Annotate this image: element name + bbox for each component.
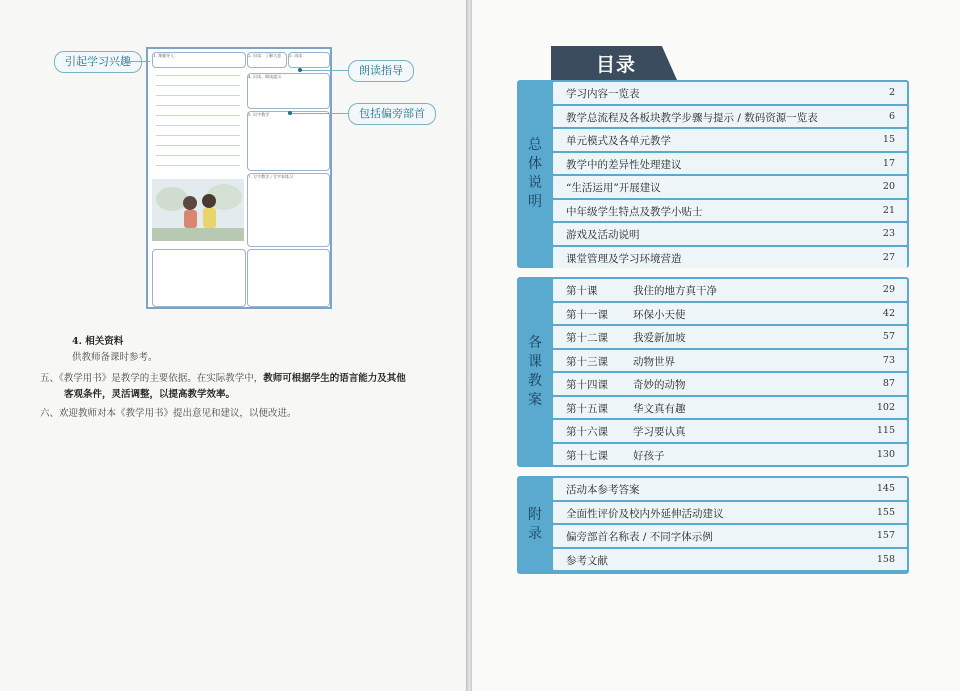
callout-radical-dot [288,111,292,115]
toc-title: 目录 [596,54,637,76]
sample-page-figure [146,47,332,309]
toc-entry[interactable]: 教学总流程及各板块教学步骤与提示 / 数码资源一览表 6 [553,106,907,128]
toc-entry[interactable]: 全面性评价及校内外延伸活动建议 155 [553,502,907,524]
sample-box-extra [247,249,330,307]
callout-radical: 包括偏旁部首 [348,103,436,125]
item4-text: 供教师备课时参考。 [72,352,158,363]
toc-entry[interactable]: 参考文献 158 [553,549,907,571]
toc-entry[interactable]: 课堂管理及学习环境营造 27 [553,247,907,269]
sample-box-notes [152,249,246,307]
sample-box-reading-tips: 4. 识读、朗读提示 [247,73,330,109]
section-label-overview: 总 体 说 明 [528,137,542,210]
item6-text: 六、欢迎教师对本《教学用书》提出意见和建议，以便改进。 [40,408,297,419]
toc-entry[interactable]: 中年级学生特点及教学小贴士 21 [553,200,907,222]
toc-lesson-entry[interactable]: 第十六课 学习要认真 115 [553,420,907,442]
item5-line2: 客观条件，灵活调整，以提高教学效率。 [64,389,236,400]
callout-interest-leader [126,61,150,62]
callout-reading-dot [298,68,302,72]
toc-entry[interactable]: “生活运用”开展建议 20 [553,176,907,198]
toc-section-lessons [517,277,909,467]
toc-lesson-entry[interactable]: 第十二课 我爱新加坡 57 [553,326,907,348]
toc-entry[interactable]: 游戏及活动说明 23 [553,223,907,245]
section-label-appendix: 附 录 [528,507,542,542]
callout-radical-leader [290,113,348,114]
callout-reading: 朗读指导 [348,60,414,82]
sample-box-literacy: 5. 识字教学 [247,111,330,171]
sample-box-reread: 3. 再读： [288,52,330,68]
sample-box-intro: 1. 课题导入： [152,52,246,68]
toc-lesson-entry[interactable]: 第十四课 奇妙的动物 87 [553,373,907,395]
toc-lesson-entry[interactable]: 第十七课 好孩子 130 [553,444,907,466]
toc-entry[interactable]: 学习内容一览表 2 [553,82,907,104]
toc-section-overview [517,80,909,268]
section-label-lessons: 各 课 教 案 [528,335,542,408]
sample-box-writing: 7. 写字教学 / 写字本练习 [247,173,330,247]
toc-lesson-entry[interactable]: 第十五课 华文真有趣 102 [553,397,907,419]
left-page [0,0,466,691]
item5-line1: 五、《教学用书》是教学的主要依据。在实际教学中，教师可根据学生的语言能力及其他 [40,373,406,384]
sample-illustration [152,179,244,241]
toc-lesson-entry[interactable]: 第十课 我住的地方真干净 29 [553,279,907,301]
callout-interest: 引起学习兴趣 [54,51,142,73]
toc-section-appendix [517,476,909,574]
callout-reading-leader [300,70,348,71]
toc-lesson-entry[interactable]: 第十一课 环保小天使 42 [553,303,907,325]
toc-lesson-entry[interactable]: 第十三课 动物世界 73 [553,350,907,372]
toc-entry[interactable]: 活动本参考答案 145 [553,478,907,500]
sample-box-read: 2. 识读：了解大意 [247,52,287,68]
toc-entry[interactable]: 单元模式及各单元教学 15 [553,129,907,151]
toc-entry[interactable]: 教学中的差异性处理建议 17 [553,153,907,175]
item4-heading: 4. 相关资料 [72,336,124,347]
toc-entry[interactable]: 偏旁部首名称表 / 不同字体示例 157 [553,525,907,547]
